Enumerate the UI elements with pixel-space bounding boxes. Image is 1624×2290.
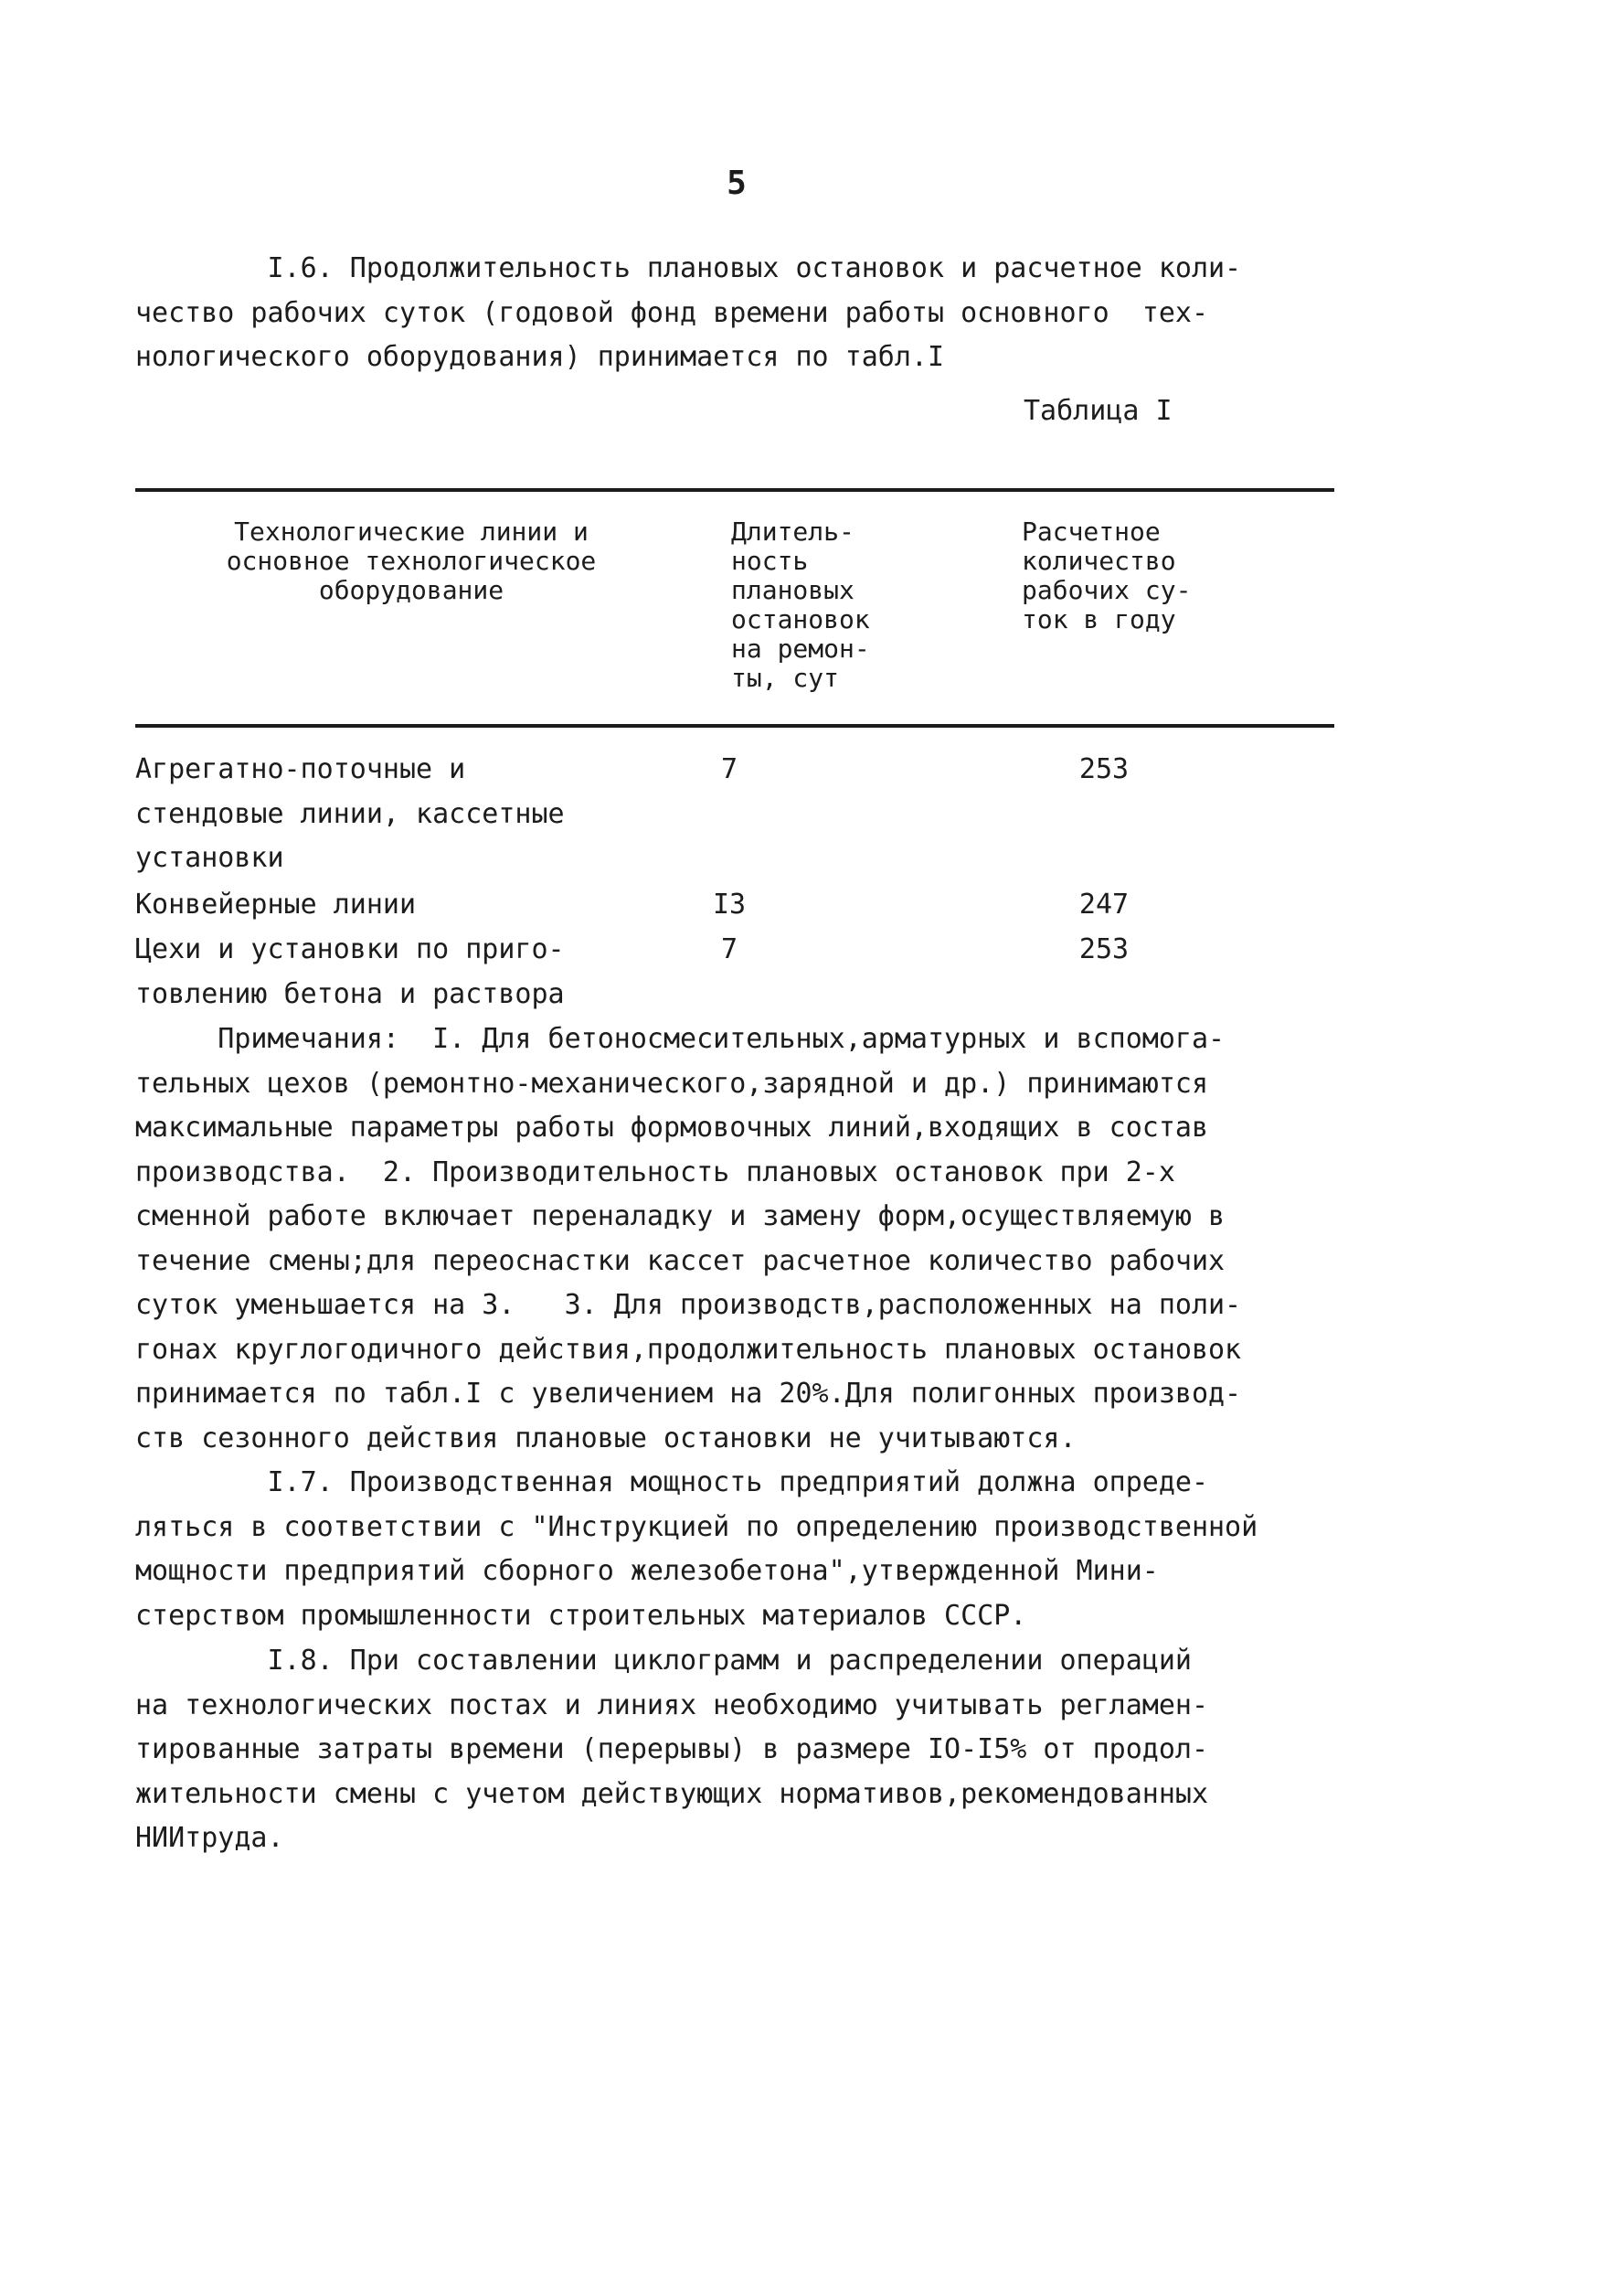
- table-top-rule: [135, 488, 1334, 492]
- row-stop-days: 7: [720, 933, 738, 965]
- row-stop-days: I3: [712, 889, 747, 921]
- row-equipment-name: Конвейерные линии: [135, 889, 417, 921]
- table-header-rule: [135, 724, 1334, 728]
- row-work-days: 247: [1078, 889, 1130, 921]
- page-number: 5: [727, 165, 747, 202]
- paragraph-1-6: I.6. Продолжительность плановых остановок и расчетное коли- чество рабочих суток (годовой фонд времени работы основного тех- нологического оборудования) принимается по табл.I: [135, 252, 1242, 373]
- row-equipment-name: Агрегатно-поточные и стендовые линии, кассетные установки: [135, 753, 565, 874]
- row-equipment-name: Цехи и установки по приго- товлению бетона и раствора: [135, 933, 565, 1010]
- header-stop-duration: Длитель- ность плановых остановок на ремон- ты, сут: [731, 517, 870, 693]
- table-caption: Таблица I: [1024, 395, 1173, 427]
- header-equipment: Технологические линии и основное технологическое оборудование: [226, 517, 597, 605]
- table-notes: Примечания: I. Для бетоносмесительных,арматурных и вспомога- тельных цехов (ремонтно-механического,зарядной и др.) принимаются максимальные параметры работы формовочных линий,входящих в состав производства. 2. Производительность плановых остановок при 2-х сменной работе включает переналадку и замену форм,осуществляемую в течение смены;для переоснастки кассет расчетное количество рабочих суток уменьшается на 3. 3. Для производств,расположенных на поли- гонах круглогодичного действия,продолжительность плановых остановок принимается по табл.I с увеличением на 20%.Для полигонных производ- ств сезонного действия плановые остановки не учитываются.: [135, 1023, 1242, 1454]
- row-work-days: 253: [1078, 753, 1130, 785]
- paragraph-1-7: I.7. Производственная мощность предприятий должна опреде- ляться в соответствии с "Инструкцией по определению производственной мощности предприятий сборного железобетона",утвержденной Мини- стерством промышленности строительных материалов СССР.: [135, 1466, 1258, 1632]
- header-work-days: Расчетное количество рабочих су- ток в году: [1022, 517, 1192, 634]
- row-stop-days: 7: [720, 753, 738, 785]
- row-work-days: 253: [1078, 933, 1130, 965]
- paragraph-1-8: I.8. При составлении циклограмм и распределении операций на технологических постах и линиях необходимо учитывать регламен- тированные затраты времени (перерывы) в размере IO-I5% от продол- жительности смены с учетом действующих нормативов,рекомендованных НИИтруда.: [135, 1645, 1208, 1854]
